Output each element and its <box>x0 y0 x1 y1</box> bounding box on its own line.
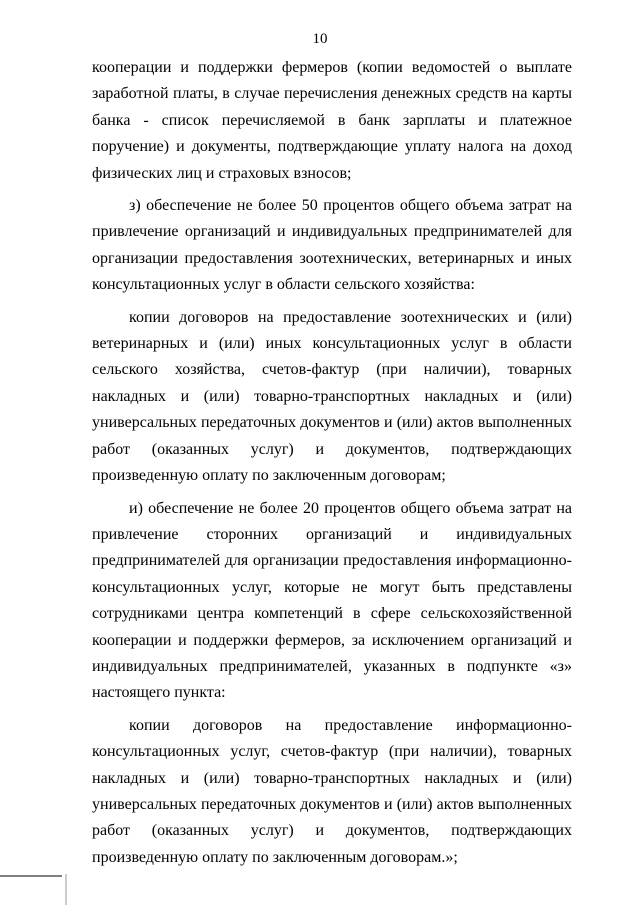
document-body <box>92 55 572 871</box>
paragraph-subitem-z: з) обеспечение не более 50 процентов общего объема затрат на привлечение организаций и индивидуальных предпринимателей для организации предоставления зоотехнических, ветеринарных и иных консультационных услуг в области сельского хозяйства: <box>92 197 572 294</box>
footer-rule <box>0 874 640 905</box>
page-number: 10 <box>312 31 328 47</box>
paragraph-subitem-i: и) обеспечение не более 20 процентов общего объема затрат на привлечение сторонних организаций и индивидуальных предпринимателей для организации предоставления информационно-консультационных услуг, которые не могут быть представлены сотрудниками центра компетенций в сфере сельскохозяйственной кооперации и поддержки фермеров, за исключением организаций и индивидуальных предпринимателей, указанных в подпункте «з» настоящего пункта: <box>92 499 572 702</box>
paragraph-documents-i: копии договоров на предоставление информационно-консультационных услуг, счетов-фактур (при наличии), товарных накладных и (или) товарно-транспортных накладных и (или) универсальных передаточных документов и (или) актов выполненных работ (оказанных услуг) и документов, подтверждающих произведенную оплату по заключенным договорам.»; <box>92 716 572 866</box>
paragraph-continuation: кооперации и поддержки фермеров (копии ведомостей о выплате заработной платы, в случае перечисления денежных средств на карты банка - список перечисляемой в банк зарплаты и платежное поручение) и документы, подтверждающие уплату налога на доход физических лиц и страховых взносов; <box>92 59 572 182</box>
paragraph-documents-z: копии договоров на предоставление зоотехнических и (или) ветеринарных и (или) иных консультационных услуг в области сельского хозяйства, счетов-фактур (при наличии), товарных накладных и (или) товарно-транспортных накладных и (или) универсальных передаточных документов и (или) актов выполненных работ (оказанных услуг) и документов, подтверждающих произведенную оплату по заключенным договорам; <box>92 308 572 485</box>
